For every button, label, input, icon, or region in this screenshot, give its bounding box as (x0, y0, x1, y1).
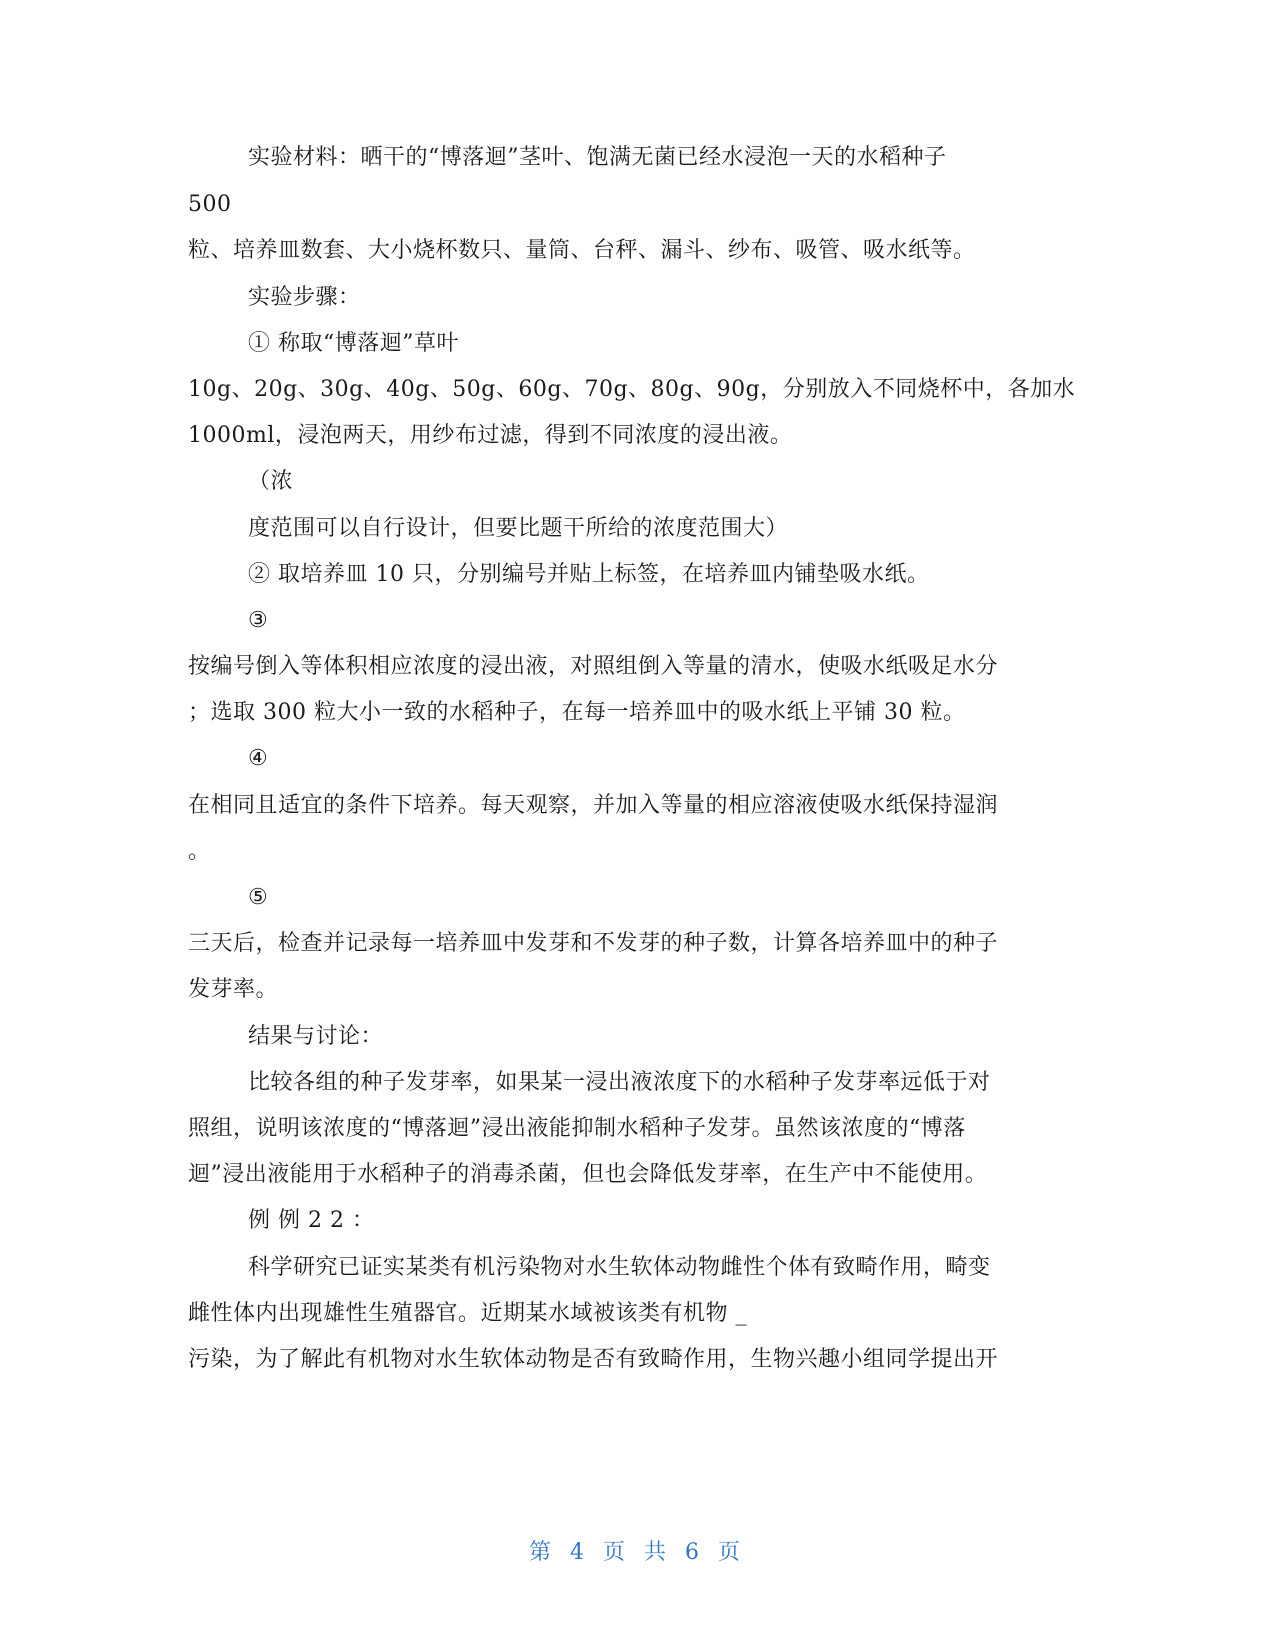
text-line: 结果与讨论： (248, 1024, 384, 1049)
text-line: 1000ml，浸泡两天，用纱布过滤，得到不同浓度的浸出液。 (188, 423, 793, 448)
text-line: 雌性体内出现雄性生殖器官。近期某水域被该类有机物 _ (188, 1301, 747, 1326)
page-footer: 第 4 页 共 6 页 (529, 1540, 746, 1565)
text-line: 在相同且适宜的条件下培养。每天观察，并加入等量的相应溶液使吸水纸保持湿润 (188, 793, 999, 818)
text-line: 实验步骤： (248, 285, 361, 310)
text-line: 例例22： (248, 1208, 382, 1233)
text-line: 照组，说明该浓度的“博落迴”浸出液能抑制水稻种子发芽。虽然该浓度的“博落 (188, 1116, 966, 1141)
text-line: 迴”浸出液能用于水稻种子的消毒杀菌，但也会降低发芽率，在生产中不能使用。 (188, 1162, 988, 1187)
text-line: ① 称取“博落迴”草叶 (248, 331, 459, 356)
text-line: ③ (248, 608, 269, 633)
text-line: 污染，为了解此有机物对水生软体动物是否有致畸作用，生物兴趣小组同学提出开 (188, 1347, 999, 1372)
text-line: ④ (248, 746, 269, 771)
text-line: 三天后，检查并记录每一培养皿中发芽和不发芽的种子数，计算各培养皿中的种子 (188, 931, 999, 956)
text-line: 科学研究已证实某类有机污染物对水生软体动物雌性个体有致畸作用，畸变 (248, 1255, 991, 1280)
text-line: ；选取 300 粒大小一致的水稻种子，在每一培养皿中的吸水纸上平铺 30 粒。 (188, 700, 966, 725)
text-line: 500 (188, 192, 232, 217)
text-line: 10g、20g、30g、40g、50g、60g、70g、80g、90g，分别放入不同烧杯中，各加水 (188, 377, 1076, 402)
text-line: 度范围可以自行设计，但要比题干所给的浓度范围大） (248, 516, 789, 541)
text-line: 比较各组的种子发芽率，如果某一浸出液浓度下的水稻种子发芽率远低于对 (248, 1070, 991, 1095)
text-line: ⑤ (248, 885, 269, 910)
text-line: 发芽率。 (188, 977, 279, 1002)
text-line: 实验材料：晒干的“博落迴”茎叶、饱满无菌已经水浸泡一天的水稻种子 (248, 145, 947, 170)
text-line: 按编号倒入等体积相应浓度的浸出液，对照组倒入等量的清水，使吸水纸吸足水分 (188, 654, 999, 679)
text-line: 。 (188, 839, 211, 864)
text-line: （浓 (248, 469, 294, 494)
text-line: 粒、培养皿数套、大小烧杯数只、量筒、台秤、漏斗、纱布、吸管、吸水纸等。 (188, 238, 976, 263)
text-line: ② 取培养皿 10 只，分别编号并贴上标签，在培养皿内铺垫吸水纸。 (248, 562, 930, 587)
